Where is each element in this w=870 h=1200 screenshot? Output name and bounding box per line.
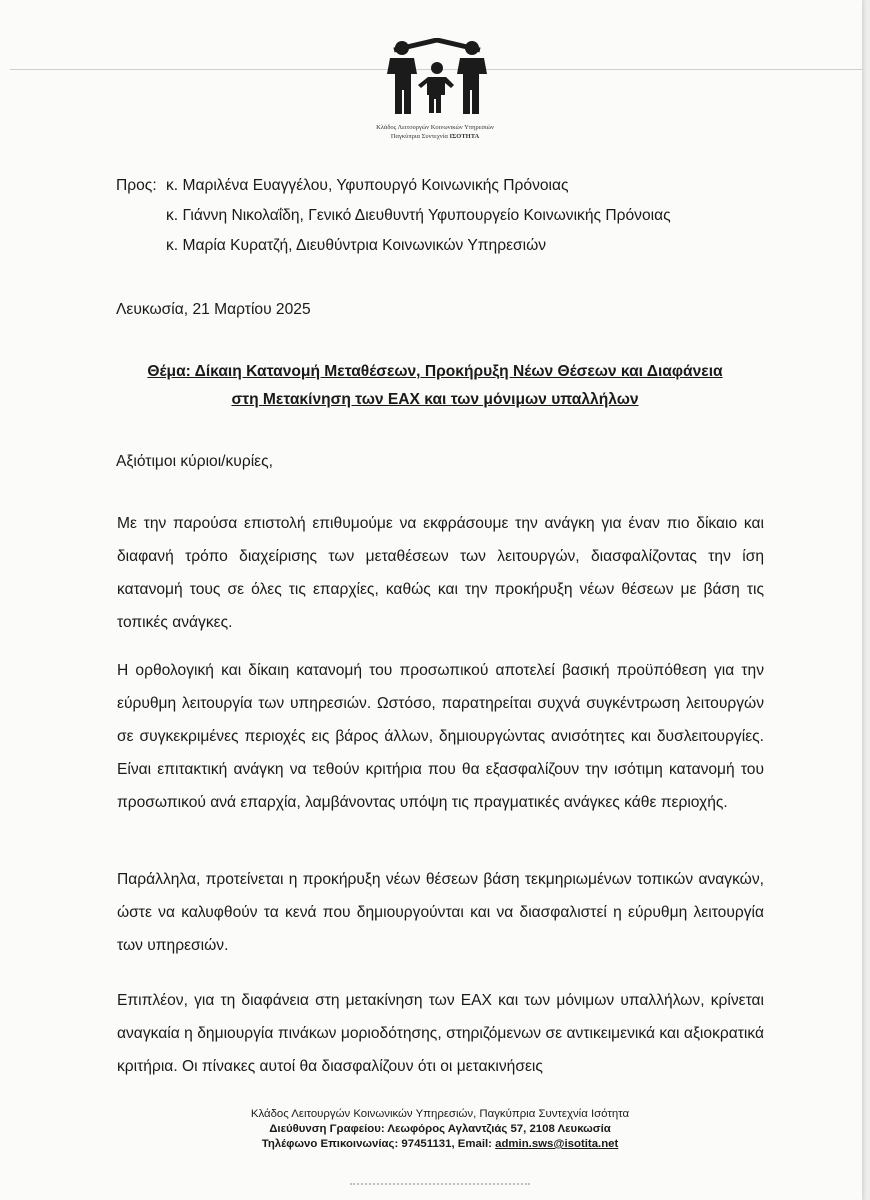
- logo-caption-line2: [330, 133, 540, 142]
- footer-email-link[interactable]: admin.sws@isotita.net: [495, 1138, 619, 1150]
- footer-line-2: Διεύθυνση Γραφείου: Λεωφόρος Αγλαντζιάς 57, 2108 Λευκωσία: [269, 1123, 611, 1135]
- cropped-text-remnant: [350, 1183, 530, 1191]
- footer: [150, 1107, 730, 1152]
- salutation: Αξιότιμοι κύριοι/κυρίες,: [116, 453, 273, 470]
- date-line: Λευκωσία, 21 Μαρτίου 2025: [116, 301, 311, 318]
- footer-line-1: Κλάδος Λειτουργών Κοινωνικών Υπηρεσιών, Παγκύπρια Συντεχνία Ισότητα: [250, 1108, 630, 1120]
- logo-caption-prefix: Παγκύπρια Συντεχνία: [390, 132, 450, 140]
- paragraph: Επιπλέον, για τη διαφάνεια στη μετακίνηση των ΕΑΧ και των μόνιμων υπαλλήλων, κρίνεται αναγκαία η δημιουργία πινάκων μοριοδότησης, στηριζόμενων σε αντικειμενικά και αξιοκρατικά κριτήρια. Οι πίνακες αυτοί θα διασφαλίζουν ότι οι μετακινήσεις: [117, 992, 764, 1075]
- recipient-line: κ. Μαρία Κυρατζή, Διευθύντρια Κοινωνικών Υπηρεσιών: [166, 237, 547, 254]
- footer-line-3: [150, 1137, 730, 1152]
- logo-caption-name: ΙΣΟΤΗΤΑ: [449, 132, 480, 140]
- paragraph: Με την παρούσα επιστολή επιθυμούμε να εκφράσουμε την ανάγκη για έναν πιο δίκαιο και διαφανή τρόπο διαχείρισης των μεταθέσεων των λειτουργών, διασφαλίζοντας την ίση κατανομή τους σε όλες τις επαρχίες, καθώς και την προκήρυξη νέων θέσεων με βάση τις τοπικές ανάγκες.: [117, 515, 764, 631]
- recipient-line: κ. Μαριλένα Ευαγγέλου, Υφυπουργό Κοινωνικής Πρόνοιας: [166, 177, 569, 194]
- family-logo-icon: [380, 38, 494, 120]
- recipients-label: Προς:: [116, 177, 157, 194]
- paragraph: Η ορθολογική και δίκαιη κατανομή του προσωπικού αποτελεί βασική προϋπόθεση για την εύρυθμη λειτουργία των υπηρεσιών. Ωστόσο, παρατηρείται συχνά συγκέντρωση λειτουργών σε συγκεκριμένες περιοχές εις βάρος άλλων, δημιουργώντας ανισότητες και δυσλειτουργίες. Είναι επιτακτική ανάγκη να τεθούν κριτήρια που θα εξασφαλίζουν την ισότιμη κατανομή του προσωπικού ανά επαρχία, λαμβάνοντας υπόψη τις πραγματικές ανάγκες κάθε περιοχής.: [117, 662, 764, 811]
- logo-caption-line1: Κλάδος Λειτουργών Κοινωνικών Υπηρεσιών: [376, 124, 494, 131]
- logo-caption: [330, 124, 540, 141]
- paragraph: Παράλληλα, προτείνεται η προκήρυξη νέων θέσεων βάση τεκμηριωμένων τοπικών αναγκών, ώστε να καλυφθούν τα κενά που δημιουργούνται και να διασφαλιστεί η εύρυθμη λειτουργία των υπηρεσιών.: [117, 871, 764, 954]
- subject-line-2: στη Μετακίνηση των ΕΑΧ και των μόνιμων υπαλλήλων: [231, 391, 639, 408]
- subject-line-1: Θέμα: Δίκαιη Κατανομή Μεταθέσεων, Προκήρυξη Νέων Θέσεων και Διαφάνεια: [147, 363, 723, 380]
- footer-phone: Τηλέφωνο Επικοινωνίας: 97451131, Email:: [261, 1138, 496, 1150]
- recipient-line: κ. Γιάννη Νικολαΐδη, Γενικό Διευθυντή Υφυπουργείο Κοινωνικής Πρόνοιας: [166, 207, 671, 224]
